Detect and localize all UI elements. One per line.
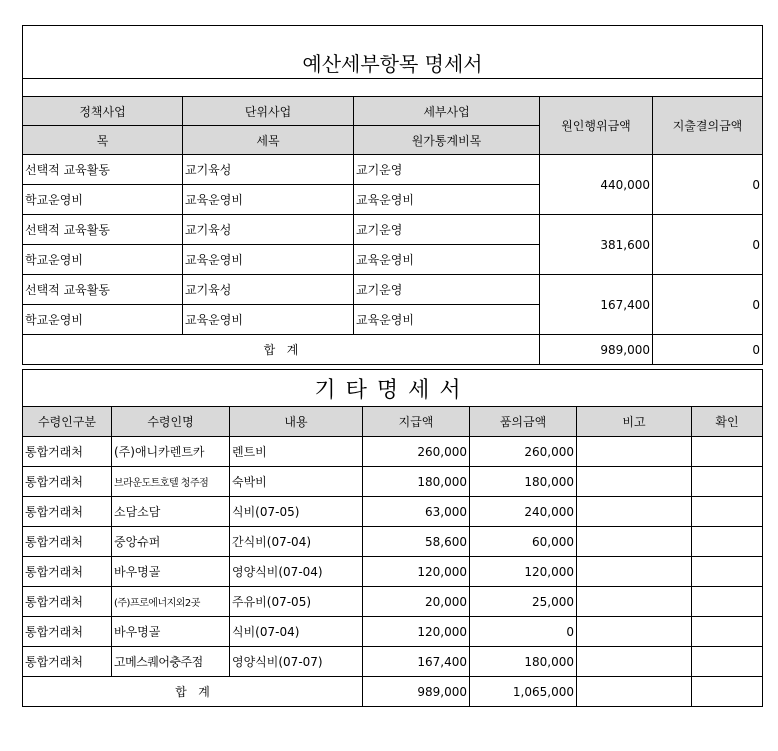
confirm-cell	[692, 587, 763, 617]
budget-row	[23, 275, 763, 305]
paid-cell: 167,400	[363, 647, 470, 677]
name-cell: 바우명골	[112, 617, 230, 647]
confirm-cell	[692, 527, 763, 557]
type-cell: 통합거래처	[23, 587, 112, 617]
note-cell	[577, 587, 692, 617]
table-row	[23, 557, 763, 587]
mok-cell: 학교운영비	[23, 245, 183, 275]
approved-cell: 240,000	[470, 497, 577, 527]
paid-cell: 120,000	[363, 557, 470, 587]
header-detail: 세부사업	[354, 97, 540, 126]
detail-cell: 교기운영	[354, 275, 540, 305]
detail-cell: 교기운영	[354, 215, 540, 245]
table-row	[23, 467, 763, 497]
header-name: 수령인명	[112, 407, 230, 437]
policy-cell: 선택적 교육활동	[23, 275, 183, 305]
total-label: 합 계	[23, 335, 540, 365]
approved-cell: 180,000	[470, 647, 577, 677]
table-row	[23, 527, 763, 557]
spacer-row	[23, 79, 763, 97]
amount-cell: 440,000	[540, 155, 653, 215]
type-cell: 통합거래처	[23, 557, 112, 587]
section-title: 기타명세서	[23, 370, 763, 407]
note-cell	[577, 557, 692, 587]
cost-cell: 교육운영비	[354, 305, 540, 335]
approved-cell: 0	[470, 617, 577, 647]
content-cell: 렌트비	[230, 437, 363, 467]
type-cell: 통합거래처	[23, 497, 112, 527]
table-row	[23, 437, 763, 467]
unit-cell: 교기육성	[183, 215, 354, 245]
resolution-cell: 0	[653, 215, 763, 275]
paid-cell: 58,600	[363, 527, 470, 557]
budget-row	[23, 155, 763, 185]
confirm-cell	[692, 437, 763, 467]
cost-cell: 교육운영비	[354, 245, 540, 275]
name-cell: 소담소담	[112, 497, 230, 527]
unit-cell: 교기육성	[183, 155, 354, 185]
page-title-text: 예산세부항목 명세서	[302, 51, 483, 76]
policy-cell: 선택적 교육활동	[23, 215, 183, 245]
approved-cell: 25,000	[470, 587, 577, 617]
content-cell: 식비(07-04)	[230, 617, 363, 647]
semok-cell: 교육운영비	[183, 245, 354, 275]
total-row	[23, 335, 763, 365]
paid-cell: 63,000	[363, 497, 470, 527]
confirm-cell	[692, 647, 763, 677]
note-cell	[577, 497, 692, 527]
approved-cell: 60,000	[470, 527, 577, 557]
resolution-cell: 0	[653, 275, 763, 335]
header-content: 내용	[230, 407, 363, 437]
paid-cell: 20,000	[363, 587, 470, 617]
resolution-cell: 0	[653, 155, 763, 215]
header-note: 비고	[577, 407, 692, 437]
header-paid: 지급액	[363, 407, 470, 437]
header-unit: 단위사업	[183, 97, 354, 126]
budget-detail-table	[22, 25, 763, 365]
other-detail-table	[22, 369, 763, 707]
page-title	[23, 26, 763, 79]
unit-cell: 교기육성	[183, 275, 354, 305]
name-cell: 중앙슈퍼	[112, 527, 230, 557]
header-policy: 정책사업	[23, 97, 183, 126]
mok-cell: 학교운영비	[23, 185, 183, 215]
approved-cell: 180,000	[470, 467, 577, 497]
note-cell	[577, 647, 692, 677]
amount-cell: 167,400	[540, 275, 653, 335]
budget-row	[23, 215, 763, 245]
name-cell: 고메스퀘어충주점	[112, 647, 230, 677]
semok-cell: 교육운영비	[183, 185, 354, 215]
paid-cell: 120,000	[363, 617, 470, 647]
total-row	[23, 677, 763, 707]
note-cell	[577, 527, 692, 557]
type-cell: 통합거래처	[23, 647, 112, 677]
cost-cell: 교육운영비	[354, 185, 540, 215]
name-cell: 바우명골	[112, 557, 230, 587]
policy-cell: 선택적 교육활동	[23, 155, 183, 185]
content-cell: 영양식비(07-04)	[230, 557, 363, 587]
name-cell: (주)프로에너지외2곳	[112, 587, 230, 617]
note-cell	[577, 467, 692, 497]
confirm-cell	[692, 617, 763, 647]
header-type: 수령인구분	[23, 407, 112, 437]
header-mok: 목	[23, 126, 183, 155]
table-row	[23, 647, 763, 677]
name-cell: (주)애니카렌트카	[112, 437, 230, 467]
header-confirm: 확인	[692, 407, 763, 437]
total-note	[577, 677, 692, 707]
approved-cell: 120,000	[470, 557, 577, 587]
content-cell: 영양식비(07-07)	[230, 647, 363, 677]
total-paid: 989,000	[363, 677, 470, 707]
type-cell: 통합거래처	[23, 467, 112, 497]
header-approved: 품의금액	[470, 407, 577, 437]
confirm-cell	[692, 467, 763, 497]
total-amount: 989,000	[540, 335, 653, 365]
header-cost: 원가통계비목	[354, 126, 540, 155]
detail-cell: 교기운영	[354, 155, 540, 185]
mok-cell: 학교운영비	[23, 305, 183, 335]
total-label: 합 계	[23, 677, 363, 707]
content-cell: 식비(07-05)	[230, 497, 363, 527]
note-cell	[577, 437, 692, 467]
type-cell: 통합거래처	[23, 527, 112, 557]
header-amount: 원인행위금액	[540, 97, 653, 155]
header-resolution: 지출결의금액	[653, 97, 763, 155]
total-confirm	[692, 677, 763, 707]
name-cell: 브라운도트호텔 청주점	[112, 467, 230, 497]
amount-cell: 381,600	[540, 215, 653, 275]
header-semok: 세목	[183, 126, 354, 155]
total-resolution: 0	[653, 335, 763, 365]
confirm-cell	[692, 497, 763, 527]
type-cell: 통합거래처	[23, 617, 112, 647]
table-row	[23, 587, 763, 617]
semok-cell: 교육운영비	[183, 305, 354, 335]
paid-cell: 260,000	[363, 437, 470, 467]
type-cell: 통합거래처	[23, 437, 112, 467]
paid-cell: 180,000	[363, 467, 470, 497]
note-cell	[577, 617, 692, 647]
content-cell: 간식비(07-04)	[230, 527, 363, 557]
total-approved: 1,065,000	[470, 677, 577, 707]
content-cell: 주유비(07-05)	[230, 587, 363, 617]
table-row	[23, 617, 763, 647]
content-cell: 숙박비	[230, 467, 363, 497]
confirm-cell	[692, 557, 763, 587]
table-row	[23, 497, 763, 527]
approved-cell: 260,000	[470, 437, 577, 467]
